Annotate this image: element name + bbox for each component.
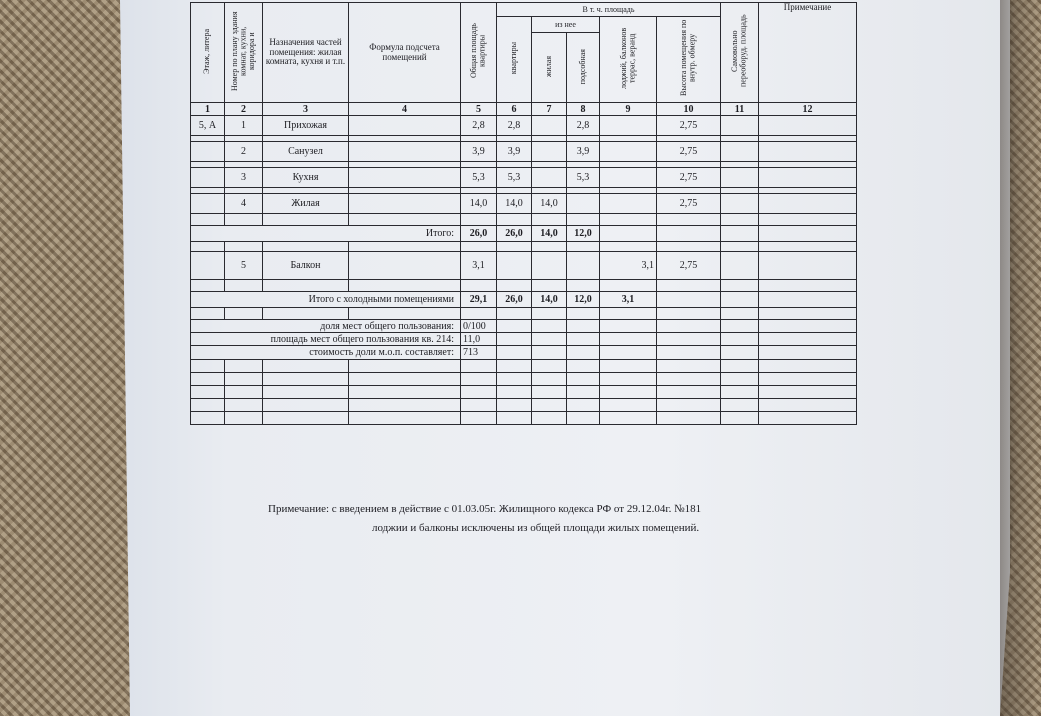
cell-flat: 5,3 bbox=[497, 168, 532, 188]
common-value: 713 bbox=[461, 346, 497, 360]
cell-aux bbox=[567, 194, 600, 214]
header-row-1 bbox=[191, 3, 857, 17]
common-value: 11,0 bbox=[461, 333, 497, 346]
common-row bbox=[191, 320, 857, 333]
itogo-cold-balcony: 3,1 bbox=[600, 292, 657, 308]
hdr-formula: Формула подсчета помещений bbox=[349, 3, 461, 103]
cell-aux: 5,3 bbox=[567, 168, 600, 188]
table-row bbox=[191, 142, 857, 162]
footnote-line-2: лоджии и балконы исключены из общей площади жилых помещений. bbox=[372, 522, 700, 534]
col-num: 4 bbox=[349, 103, 461, 116]
cell-height: 2,75 bbox=[657, 142, 721, 162]
cell-balcony: 3,1 bbox=[600, 252, 657, 280]
empty-row bbox=[191, 399, 857, 412]
cell-num: 4 bbox=[225, 194, 263, 214]
cell-name: Санузел bbox=[263, 142, 349, 162]
hdr-living: жилая bbox=[532, 33, 567, 103]
hdr-of-which: из нее bbox=[532, 17, 600, 33]
cell-total: 14,0 bbox=[461, 194, 497, 214]
itogo-label: Итого: bbox=[191, 226, 461, 242]
cell-unauth bbox=[721, 168, 759, 188]
col-num: 7 bbox=[532, 103, 567, 116]
hdr-purpose: Назначения частей помещения: жилая комната, кухня и т.п. bbox=[263, 3, 349, 103]
cell-balcony bbox=[600, 168, 657, 188]
cell-flat: 2,8 bbox=[497, 116, 532, 136]
hdr-balcony: лоджий, балконов террас, веранд bbox=[600, 17, 657, 103]
cell-total: 3,9 bbox=[461, 142, 497, 162]
common-value: 0/100 bbox=[461, 320, 497, 333]
itogo-cold-living: 14,0 bbox=[532, 292, 567, 308]
cell-unauth bbox=[721, 142, 759, 162]
hdr-total-area: Общая площадь квартиры bbox=[461, 3, 497, 103]
hdr-auxiliary: подсобная bbox=[567, 33, 600, 103]
footnote bbox=[268, 500, 828, 538]
cell-note bbox=[759, 168, 857, 188]
balcony-row bbox=[191, 252, 857, 280]
cell-aux: 2,8 bbox=[567, 116, 600, 136]
cell-formula bbox=[349, 252, 461, 280]
table-row bbox=[191, 194, 857, 214]
itogo-row bbox=[191, 226, 857, 242]
itogo-cold-total: 29,1 bbox=[461, 292, 497, 308]
cell-balcony bbox=[600, 142, 657, 162]
itogo-cold-flat: 26,0 bbox=[497, 292, 532, 308]
col-num: 10 bbox=[657, 103, 721, 116]
common-row bbox=[191, 333, 857, 346]
cell-name: Кухня bbox=[263, 168, 349, 188]
cell-total: 2,8 bbox=[461, 116, 497, 136]
empty-row bbox=[191, 386, 857, 399]
spacer-row bbox=[191, 242, 857, 252]
cell-note bbox=[759, 194, 857, 214]
cell-living bbox=[532, 168, 567, 188]
footnote-line-1: Примечание: с введением в действие с 01.03.05г. Жилищного кодекса РФ от 29.12.04г. №181 bbox=[268, 503, 702, 515]
cell-height: 2,75 bbox=[657, 252, 721, 280]
edge-shadow bbox=[1000, 0, 1041, 716]
itogo-flat: 26,0 bbox=[497, 226, 532, 242]
col-num: 5 bbox=[461, 103, 497, 116]
itogo-living: 14,0 bbox=[532, 226, 567, 242]
cell-floor bbox=[191, 142, 225, 162]
cell-name: Балкон bbox=[263, 252, 349, 280]
cell-unauth bbox=[721, 116, 759, 136]
cell-num: 5 bbox=[225, 252, 263, 280]
cell-num: 2 bbox=[225, 142, 263, 162]
cell-floor: 5, А bbox=[191, 116, 225, 136]
table-row bbox=[191, 116, 857, 136]
hdr-height: Высота помещения по внутр. обмеру bbox=[657, 17, 721, 103]
itogo-aux: 12,0 bbox=[567, 226, 600, 242]
cell-flat: 3,9 bbox=[497, 142, 532, 162]
empty-row bbox=[191, 412, 857, 425]
itogo-cold-aux: 12,0 bbox=[567, 292, 600, 308]
hdr-unauthorized: Самовольно переоборуд. площадь bbox=[721, 3, 759, 103]
column-numbers-row bbox=[191, 103, 857, 116]
col-num: 3 bbox=[263, 103, 349, 116]
empty-row bbox=[191, 373, 857, 386]
cell-total: 3,1 bbox=[461, 252, 497, 280]
cell-formula bbox=[349, 142, 461, 162]
cell-name: Прихожая bbox=[263, 116, 349, 136]
itogo-cold-row bbox=[191, 292, 857, 308]
hdr-flat: квартиры bbox=[497, 17, 532, 103]
cell-living bbox=[532, 142, 567, 162]
explication-table bbox=[190, 2, 857, 425]
cell-flat: 14,0 bbox=[497, 194, 532, 214]
spacer-row bbox=[191, 280, 857, 292]
hdr-plan-number: Номер по плану здания комнат, кухни, коридора и bbox=[225, 3, 263, 103]
cell-num: 1 bbox=[225, 116, 263, 136]
cell-formula bbox=[349, 116, 461, 136]
itogo-cold-label: Итого с холодными помещениями bbox=[191, 292, 461, 308]
cell-note bbox=[759, 142, 857, 162]
cell-floor bbox=[191, 168, 225, 188]
hdr-notes: Примечание bbox=[759, 3, 857, 103]
cell-height: 2,75 bbox=[657, 116, 721, 136]
cell-balcony bbox=[600, 116, 657, 136]
cell-floor bbox=[191, 194, 225, 214]
col-num: 1 bbox=[191, 103, 225, 116]
spacer-row bbox=[191, 308, 857, 320]
cell-balcony bbox=[600, 194, 657, 214]
cell-formula bbox=[349, 194, 461, 214]
itogo-total: 26,0 bbox=[461, 226, 497, 242]
col-num: 12 bbox=[759, 103, 857, 116]
col-num: 11 bbox=[721, 103, 759, 116]
common-row bbox=[191, 346, 857, 360]
spacer-row bbox=[191, 214, 857, 226]
common-label: стоимость доли м.о.п. составляет: bbox=[191, 346, 461, 360]
cell-living bbox=[532, 116, 567, 136]
empty-row bbox=[191, 360, 857, 373]
common-label: доля мест общего пользования: bbox=[191, 320, 461, 333]
hdr-area-group: В т. ч. площадь bbox=[497, 3, 721, 17]
table-row bbox=[191, 168, 857, 188]
col-num: 9 bbox=[600, 103, 657, 116]
cell-total: 5,3 bbox=[461, 168, 497, 188]
cell-living: 14,0 bbox=[532, 194, 567, 214]
cell-unauth bbox=[721, 194, 759, 214]
col-num: 8 bbox=[567, 103, 600, 116]
cell-num: 3 bbox=[225, 168, 263, 188]
col-num: 2 bbox=[225, 103, 263, 116]
hdr-floor: Этаж, литера bbox=[191, 3, 225, 103]
cell-height: 2,75 bbox=[657, 168, 721, 188]
cell-formula bbox=[349, 168, 461, 188]
common-label: площадь мест общего пользования кв. 214: bbox=[191, 333, 461, 346]
cell-height: 2,75 bbox=[657, 194, 721, 214]
col-num: 6 bbox=[497, 103, 532, 116]
cell-note bbox=[759, 116, 857, 136]
cell-aux: 3,9 bbox=[567, 142, 600, 162]
cell-name: Жилая bbox=[263, 194, 349, 214]
